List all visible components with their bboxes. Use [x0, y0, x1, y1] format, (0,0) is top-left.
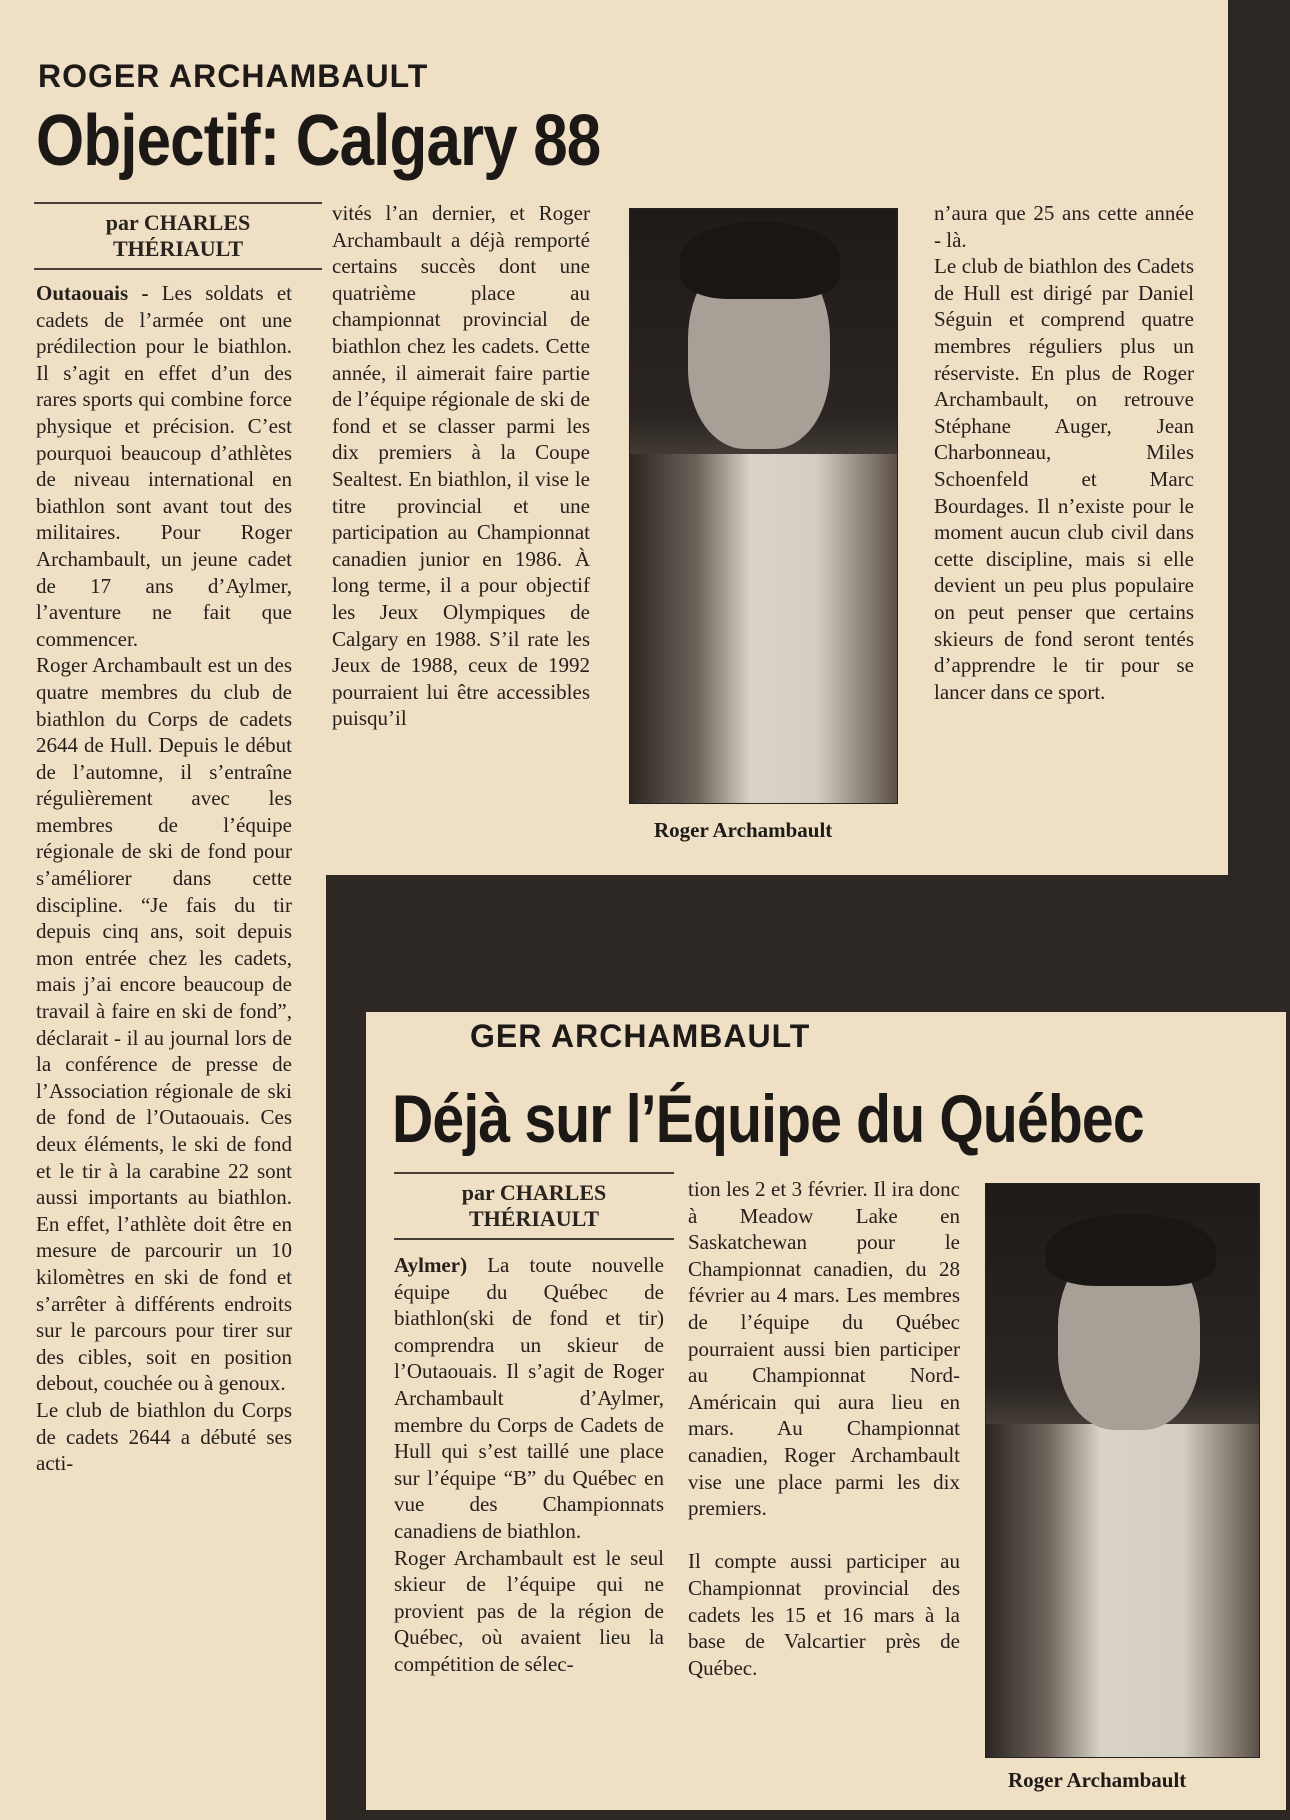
photo-jacket [630, 454, 897, 803]
article2-photo-caption: Roger Archambault [1008, 1768, 1187, 1792]
photo-hair [680, 221, 840, 299]
clipping-tear-gap [326, 875, 356, 1820]
article2-column-1: Aylmer) La toute nouvelle équipe du Québec de biathlon(ski de fond et tir) comprendra un skieur de l’Outaouais. Il s’agit de Roger Archambault d’Aylmer, membre du Corps de Cadets de Hull qui s’est taillé une place sur l’équipe “B” du Québec en vue des Championnats canadiens de biathlon. Roger Archambault est le seul skieur de l’équipe qui ne provient pas de la région de Québec, où avaient lieu la compétition de sélec- [394, 1253, 664, 1676]
article2-dateline: Aylmer) [394, 1253, 488, 1277]
article1-column-3: n’aura que 25 ans cette année - là. Le club de biathlon des Cadets de Hull est dirigé par Daniel Séguin et comprend quatre membres réguliers plus un réserviste. En plus de Roger Archambault, on retrouve Stéphane Auger, Jean Charbonneau, Miles Schoenfeld et Marc Bourdages. Il n’existe pour le moment aucun club civil dans cette discipline, mais si elle devient un peu plus populaire on peut penser que certains skieurs de fond seront tentés d’apprendre le tir pour se lancer dans ce sport. [934, 201, 1194, 704]
article1-headline: Objectif: Calgary 88 [36, 101, 601, 181]
article1-column-2: vités l’an dernier, et Roger Archambault a déjà remporté certains succès dont une quatrième place au championnat provincial de biathlon chez les cadets. Cette année, il aimerait faire partie de l’équipe régionale de ski de fond et se classer parmi les dix premiers à la Coupe Sealtest. En biathlon, il vise le titre provincial et une participation au Championnat canadien junior en 1986. À long terme, il a pour objectif les Jeux Olympiques de Calgary en 1988. S’il rate les Jeux de 1988, ceux de 1992 pourraient lui être accessibles puisqu’il [332, 201, 590, 731]
article2-photo [985, 1183, 1260, 1758]
article2-byline: par CHARLES THÉRIAULT [394, 1172, 674, 1240]
article1-dateline: Outaouais - [36, 281, 162, 305]
photo-hair [1046, 1214, 1216, 1286]
article1-kicker: ROGER ARCHAMBAULT [38, 58, 429, 94]
article2-headline: Déjà sur l’Équipe du Québec [392, 1081, 1144, 1157]
article1-photo-caption: Roger Archambault [654, 818, 833, 842]
article2-column-2: tion les 2 et 3 février. Il ira donc à Meadow Lake en Saskatchewan pour le Championnat canadien, du 28 février au 4 mars. Les membres de l’équipe du Québec pourraient aussi bien participer au Championnat Nord-Américain qui aura lieu en mars. Au Championnat canadien, Roger Archambault vise une place parmi les dix premiers. Il compte aussi participer au Championnat provincial des cadets les 15 et 16 mars à la base de Valcartier près de Québec. [688, 1177, 960, 1680]
article1-byline: par CHARLES THÉRIAULT [34, 202, 322, 270]
article1-column-1: Outaouais - Les soldats et cadets de l’armée ont une prédilection pour le biathlon. Il s’agit en effet d’un des rares sports qui combine force physique et précision. C’est pourquoi beaucoup d’athlètes de niveau international en biathlon sont avant tout des militaires. Pour Roger Archambault, un jeune cadet de 17 ans d’Aylmer, l’aventure ne fait que commencer. Roger Archambault est un des quatre membres du club de biathlon du Corps de cadets 2644 de Hull. Depuis le début de l’automne, il s’entraîne régulièrement avec les membres de l’équipe régionale de ski de fond pour s’améliorer dans cette discipline. “Je fais du tir depuis cinq ans, soit depuis mon entrée chez les cadets, mais j’ai encore beaucoup de travail à faire en ski de fond”, déclarait - il au journal lors de la conférence de presse de l’Association régionale de ski de fond de l’Outaouais. Ces deux éléments, le ski de fond et le tir à la carabine 22 sont aussi importants au biathlon. En effet, l’athlète doit être en mesure de parcourir un 10 kilomètres en ski de fond et s’arrêter à différents endroits sur le parcours pour tirer sur des cibles, soit en position debout, couchée ou à genoux. Le club de biathlon du Corps de cadets 2644 a débuté ses acti- [36, 281, 292, 1476]
article1-photo [629, 208, 898, 804]
photo-jacket [986, 1424, 1259, 1757]
article2-kicker: GER ARCHAMBAULT [470, 1018, 811, 1054]
